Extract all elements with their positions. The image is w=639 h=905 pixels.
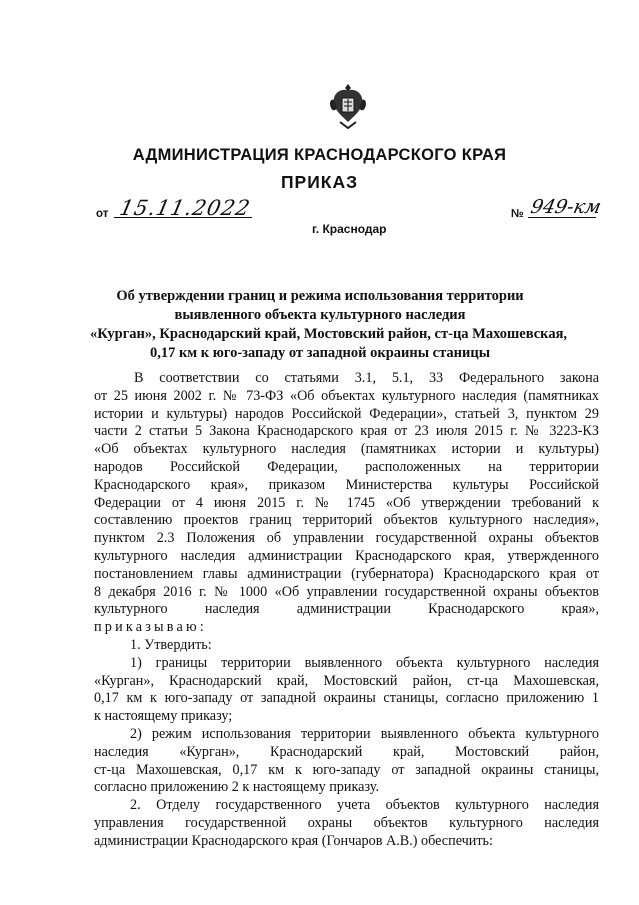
document-body: [94, 370, 599, 851]
number-label: №: [511, 208, 524, 220]
date-label: от: [96, 208, 109, 220]
body-line: 2. Отделу государственного учета объектов культурного наследия: [130, 797, 599, 814]
body-line: 8 декабря 2016 г. № 1000 «Об управлении государственной охраны объектов: [94, 583, 599, 600]
body-line: согласно приложению 2 к настоящему приказу.: [94, 779, 379, 796]
body-line: постановлением главы администрации (губернатора) Краснодарского края от: [94, 565, 599, 582]
body-line: части 2 статьи 5 Закона Краснодарского края от 23 июля 2015 г. № 3223-КЗ: [94, 423, 599, 440]
coat-of-arms-icon: [328, 82, 368, 130]
body-line: «Курган», Краснодарский край, Мостовский район, ст-ца Махошевская,: [94, 672, 599, 689]
body-line: Федерации от 4 июня 2015 г. № 1745 «Об утверждении требований к: [94, 494, 599, 511]
handwritten-number: 949-км: [528, 196, 604, 218]
city-name: г. Краснодар: [312, 222, 387, 236]
body-line: 1) границы территории выявленного объекта культурного наследия: [130, 654, 599, 671]
title-line: Об утверждении границ и режима использования территории: [116, 288, 524, 304]
document-type: ПРИКАЗ: [280, 172, 359, 192]
body-line: Краснодарского края», приказом Министерства культуры Российской: [94, 476, 599, 493]
body-line: ст-ца Махошевская, 0,17 км к юго-западу от западной окраины станицы,: [94, 761, 599, 778]
body-line: В соответствии со статьями 3.1, 5.1, 33 Федерального закона: [134, 370, 599, 386]
body-line: администрации Краснодарского края (Гончаров А.В.) обеспечить:: [94, 832, 493, 849]
body-line: приказываю:: [94, 619, 207, 636]
organization-name: АДМИНИСТРАЦИЯ КРАСНОДАРСКОГО КРАЯ: [132, 146, 507, 164]
body-line: 1. Утвердить:: [130, 636, 212, 653]
body-line: 2) режим использования территории выявленного объекта культурного: [130, 725, 599, 742]
body-line: «Об объектах культурного наследия (памятниках истории и культуры): [94, 441, 599, 458]
body-line: 0,17 км к юго-западу от западной окраины станицы, согласно приложению 1: [94, 690, 599, 707]
title-line: «Курган», Краснодарский край, Мостовский район, ст-ца Махошевская,: [90, 326, 568, 342]
title-line: 0,17 км к юго-западу от западной окраины станицы: [149, 345, 491, 361]
body-line: культурного наследия администрации Краснодарского края, утвержденного: [94, 547, 599, 564]
body-line: составлению проектов границ территорий объектов культурного наследия»,: [94, 512, 599, 529]
document-title: [90, 287, 568, 363]
body-line: истории и культуры) народов Российской Федерации», статьей 3, пунктом 29: [94, 405, 599, 422]
title-line: выявленного объекта культурного наследия: [174, 307, 466, 323]
body-line: управления государственной охраны объектов культурного наследия: [94, 814, 599, 831]
body-line: народов Российской Федерации, расположенных на территории: [94, 458, 599, 475]
body-line: пунктом 2.3 Положения об управлении государственной охраны объектов: [94, 530, 599, 547]
body-line: культурного наследия администрации Краснодарского края»,: [94, 601, 599, 618]
handwritten-date: 15.11.2022: [117, 196, 253, 220]
body-line: от 25 июня 2002 г. № 73-ФЗ «Об объектах культурного наследия (памятниках: [94, 387, 599, 404]
body-line: наследия «Курган», Краснодарский край, Мостовский район,: [94, 743, 599, 760]
body-line: к настоящему приказу;: [94, 708, 233, 725]
